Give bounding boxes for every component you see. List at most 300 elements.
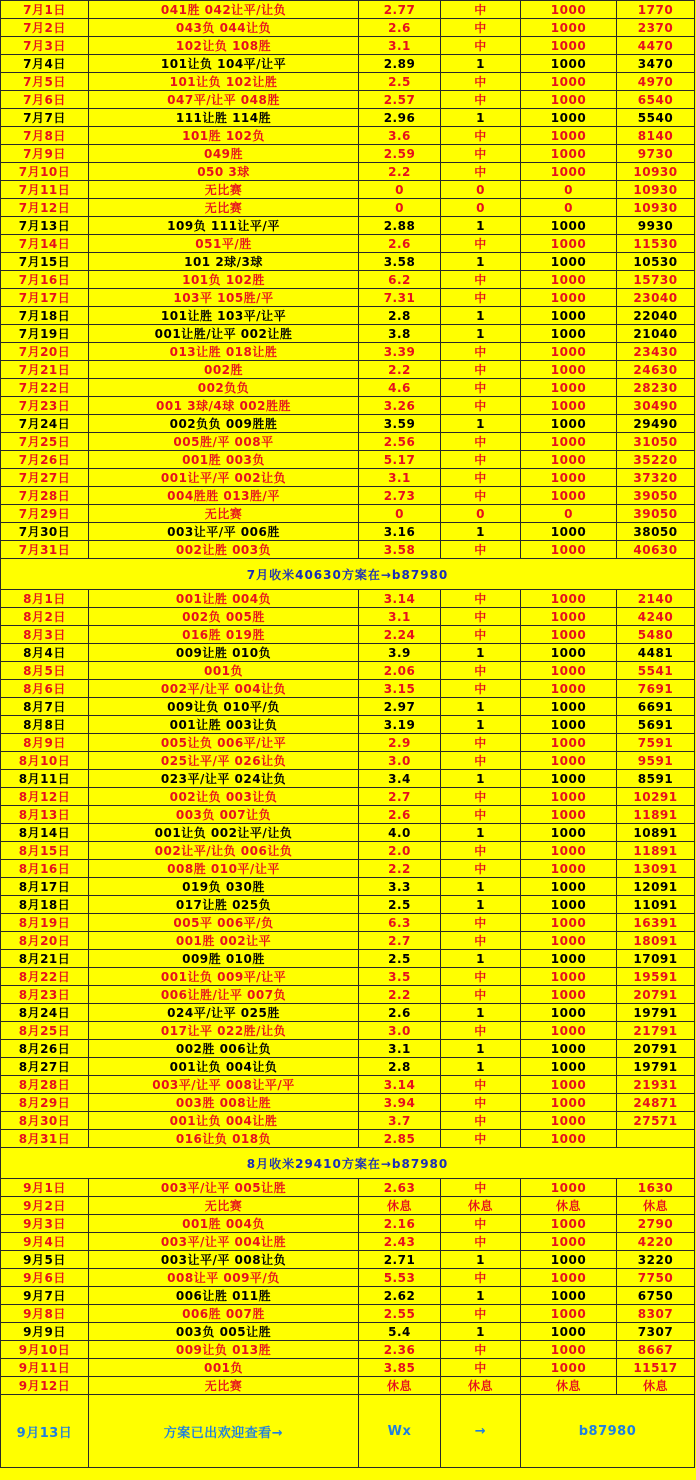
- date-cell: 7月19日: [1, 325, 89, 343]
- total-cell: 24630: [617, 361, 695, 379]
- date-cell: 8月24日: [1, 1004, 89, 1022]
- result-cell: 1: [441, 1287, 521, 1305]
- odds-cell: 2.63: [359, 1179, 441, 1197]
- date-cell: 9月2日: [1, 1197, 89, 1215]
- pick-cell: 005让负 006平/让平: [89, 734, 359, 752]
- pick-cell: 050 3球: [89, 163, 359, 181]
- date-cell: 7月14日: [1, 235, 89, 253]
- stake-cell: 1000: [521, 662, 617, 680]
- table-row: [1, 590, 695, 608]
- pick-cell: 025让平/平 026让负: [89, 752, 359, 770]
- stake-cell: 1000: [521, 379, 617, 397]
- pick-cell: 001让胜 004负: [89, 590, 359, 608]
- result-cell: 中: [441, 433, 521, 451]
- result-cell: 1: [441, 698, 521, 716]
- table-row: [1, 1058, 695, 1076]
- odds-cell: 5.4: [359, 1323, 441, 1341]
- odds-cell: 2.71: [359, 1251, 441, 1269]
- stake-cell: 1000: [521, 698, 617, 716]
- table-row: [1, 361, 695, 379]
- result-cell: 中: [441, 608, 521, 626]
- result-cell: 1: [441, 217, 521, 235]
- table-row: [1, 379, 695, 397]
- table-row: [1, 788, 695, 806]
- result-cell: 1: [441, 644, 521, 662]
- date-cell: 8月10日: [1, 752, 89, 770]
- odds-cell: 0: [359, 505, 441, 523]
- table-row: [1, 932, 695, 950]
- pick-cell: 001负: [89, 1359, 359, 1377]
- pick-cell: 无比赛: [89, 199, 359, 217]
- date-cell: 8月1日: [1, 590, 89, 608]
- pick-cell: 016胜 019胜: [89, 626, 359, 644]
- pick-cell: 009让胜 010负: [89, 644, 359, 662]
- pick-cell: 001让胜/让平 002让胜: [89, 325, 359, 343]
- odds-cell: 2.73: [359, 487, 441, 505]
- odds-cell: 2.7: [359, 788, 441, 806]
- stake-cell: 1000: [521, 127, 617, 145]
- total-cell: 4470: [617, 37, 695, 55]
- pick-cell: 001胜 004负: [89, 1215, 359, 1233]
- result-cell: 中: [441, 860, 521, 878]
- table-row: [1, 1305, 695, 1323]
- result-cell: 中: [441, 1269, 521, 1287]
- total-cell: 15730: [617, 271, 695, 289]
- pick-cell: 001让负 002让平/让负: [89, 824, 359, 842]
- stake-cell: 1000: [521, 968, 617, 986]
- date-cell: 7月22日: [1, 379, 89, 397]
- pick-cell: 001负: [89, 662, 359, 680]
- stake-cell: 1000: [521, 1287, 617, 1305]
- stake-cell: 1000: [521, 397, 617, 415]
- stake-cell: 1000: [521, 644, 617, 662]
- total-cell: 22040: [617, 307, 695, 325]
- total-cell: 6750: [617, 1287, 695, 1305]
- stake-cell: 1000: [521, 824, 617, 842]
- stake-cell: 1000: [521, 986, 617, 1004]
- stake-cell: 1000: [521, 788, 617, 806]
- result-cell: 中: [441, 590, 521, 608]
- date-cell: 7月3日: [1, 37, 89, 55]
- result-cell: 0: [441, 181, 521, 199]
- total-cell: 休息: [617, 1197, 695, 1215]
- table-row: [1, 608, 695, 626]
- result-cell: 1: [441, 1004, 521, 1022]
- table-row: [1, 860, 695, 878]
- table-row: [1, 968, 695, 986]
- table-row: [1, 289, 695, 307]
- odds-cell: 2.96: [359, 109, 441, 127]
- total-cell: 21791: [617, 1022, 695, 1040]
- stake-cell: 1000: [521, 1130, 617, 1148]
- result-cell: 1: [441, 1323, 521, 1341]
- result-cell: 1: [441, 716, 521, 734]
- stake-cell: 1000: [521, 325, 617, 343]
- odds-cell: 2.36: [359, 1341, 441, 1359]
- stake-cell: 1000: [521, 1215, 617, 1233]
- pick-cell: 001让负 009平/让平: [89, 968, 359, 986]
- total-cell: 4970: [617, 73, 695, 91]
- date-cell: 9月5日: [1, 1251, 89, 1269]
- result-cell: 中: [441, 662, 521, 680]
- result-cell: 中: [441, 541, 521, 559]
- pick-cell: 003负 005让胜: [89, 1323, 359, 1341]
- pick-cell: 006让胜 011胜: [89, 1287, 359, 1305]
- total-cell: 40630: [617, 541, 695, 559]
- pick-cell: 005胜/平 008平: [89, 433, 359, 451]
- result-cell: 1: [441, 325, 521, 343]
- table-row: [1, 662, 695, 680]
- odds-cell: 0: [359, 199, 441, 217]
- total-cell: 17091: [617, 950, 695, 968]
- result-cell: 中: [441, 968, 521, 986]
- result-cell: 中: [441, 914, 521, 932]
- pick-cell: 111让胜 114胜: [89, 109, 359, 127]
- odds-cell: 2.9: [359, 734, 441, 752]
- date-cell: 8月9日: [1, 734, 89, 752]
- total-cell: 1770: [617, 1, 695, 19]
- table-row: [1, 824, 695, 842]
- pick-cell: 006胜 007胜: [89, 1305, 359, 1323]
- odds-cell: 7.31: [359, 289, 441, 307]
- stake-cell: 1000: [521, 433, 617, 451]
- date-cell: 8月27日: [1, 1058, 89, 1076]
- total-cell: 11891: [617, 806, 695, 824]
- table-row: [1, 523, 695, 541]
- stake-cell: 0: [521, 181, 617, 199]
- result-cell: 中: [441, 37, 521, 55]
- odds-cell: 2.7: [359, 932, 441, 950]
- odds-cell: 2.88: [359, 217, 441, 235]
- total-cell: 2370: [617, 19, 695, 37]
- pick-cell: 102让负 108胜: [89, 37, 359, 55]
- odds-cell: 3.16: [359, 523, 441, 541]
- date-cell: 9月3日: [1, 1215, 89, 1233]
- stake-cell: 1000: [521, 842, 617, 860]
- table-row: [1, 1215, 695, 1233]
- odds-cell: 4.0: [359, 824, 441, 842]
- date-cell: 8月5日: [1, 662, 89, 680]
- date-cell: 7月24日: [1, 415, 89, 433]
- odds-cell: 6.3: [359, 914, 441, 932]
- stake-cell: 0: [521, 505, 617, 523]
- table-row: [1, 878, 695, 896]
- total-cell: 19591: [617, 968, 695, 986]
- odds-cell: 3.39: [359, 343, 441, 361]
- odds-cell: 3.4: [359, 770, 441, 788]
- date-cell: 7月26日: [1, 451, 89, 469]
- table-row: [1, 145, 695, 163]
- pick-cell: 无比赛: [89, 1377, 359, 1395]
- date-cell: 8月31日: [1, 1130, 89, 1148]
- table-row: [1, 1, 695, 19]
- result-cell: 休息: [441, 1377, 521, 1395]
- total-cell: 29490: [617, 415, 695, 433]
- result-cell: 中: [441, 235, 521, 253]
- pick-cell: 003胜 008让胜: [89, 1094, 359, 1112]
- pick-cell: 024平/让平 025胜: [89, 1004, 359, 1022]
- stake-cell: 1000: [521, 950, 617, 968]
- stake-cell: 1000: [521, 271, 617, 289]
- result-cell: 中: [441, 1112, 521, 1130]
- odds-cell: 2.2: [359, 986, 441, 1004]
- pick-cell: 无比赛: [89, 505, 359, 523]
- july-rows: [1, 1, 695, 559]
- date-cell: 8月3日: [1, 626, 89, 644]
- odds-cell: 3.26: [359, 397, 441, 415]
- date-cell: 8月22日: [1, 968, 89, 986]
- result-cell: 中: [441, 361, 521, 379]
- date-cell: 8月25日: [1, 1022, 89, 1040]
- footer-date: 9月13日: [1, 1395, 89, 1468]
- odds-cell: 3.58: [359, 541, 441, 559]
- pick-cell: 109负 111让平/平: [89, 217, 359, 235]
- odds-cell: 2.2: [359, 361, 441, 379]
- result-cell: 中: [441, 1179, 521, 1197]
- table-row: [1, 1341, 695, 1359]
- odds-cell: 3.0: [359, 1022, 441, 1040]
- result-cell: 中: [441, 986, 521, 1004]
- date-cell: 8月13日: [1, 806, 89, 824]
- table-row: [1, 469, 695, 487]
- table-row: [1, 73, 695, 91]
- stake-cell: 1000: [521, 734, 617, 752]
- result-cell: 中: [441, 343, 521, 361]
- stake-cell: 1000: [521, 55, 617, 73]
- date-cell: 7月15日: [1, 253, 89, 271]
- table-row: [1, 325, 695, 343]
- pick-cell: 041胜 042让平/让负: [89, 1, 359, 19]
- july-summary-section: [1, 559, 695, 590]
- pick-cell: 017让平 022胜/让负: [89, 1022, 359, 1040]
- total-cell: 23040: [617, 289, 695, 307]
- pick-cell: 049胜: [89, 145, 359, 163]
- stake-cell: 1000: [521, 626, 617, 644]
- result-cell: 中: [441, 626, 521, 644]
- pick-cell: 016让负 018负: [89, 1130, 359, 1148]
- total-cell: 37320: [617, 469, 695, 487]
- table-row: [1, 19, 695, 37]
- stake-cell: 1000: [521, 752, 617, 770]
- pick-cell: 002让平/让负 006让负: [89, 842, 359, 860]
- table-row: [1, 127, 695, 145]
- stake-cell: 1000: [521, 253, 617, 271]
- result-cell: 中: [441, 1, 521, 19]
- stake-cell: 1000: [521, 1269, 617, 1287]
- total-cell: 10291: [617, 788, 695, 806]
- table-row: [1, 1287, 695, 1305]
- odds-cell: 3.58: [359, 253, 441, 271]
- date-cell: 8月15日: [1, 842, 89, 860]
- total-cell: 10891: [617, 824, 695, 842]
- table-row: [1, 734, 695, 752]
- stake-cell: 1000: [521, 590, 617, 608]
- total-cell: 4481: [617, 644, 695, 662]
- stake-cell: 0: [521, 199, 617, 217]
- date-cell: 8月29日: [1, 1094, 89, 1112]
- footer-id: b87980: [521, 1395, 695, 1468]
- total-cell: 30490: [617, 397, 695, 415]
- odds-cell: 3.1: [359, 1040, 441, 1058]
- total-cell: 27571: [617, 1112, 695, 1130]
- date-cell: 7月31日: [1, 541, 89, 559]
- table-row: [1, 1323, 695, 1341]
- result-cell: 中: [441, 271, 521, 289]
- result-cell: 中: [441, 788, 521, 806]
- odds-cell: 3.59: [359, 415, 441, 433]
- odds-cell: 2.06: [359, 662, 441, 680]
- stake-cell: 1000: [521, 145, 617, 163]
- pick-cell: 043负 044让负: [89, 19, 359, 37]
- table-row: [1, 1094, 695, 1112]
- odds-cell: 6.2: [359, 271, 441, 289]
- date-cell: 9月6日: [1, 1269, 89, 1287]
- odds-cell: 2.24: [359, 626, 441, 644]
- odds-cell: 2.6: [359, 806, 441, 824]
- stake-cell: 1000: [521, 806, 617, 824]
- odds-cell: 3.1: [359, 608, 441, 626]
- total-cell: 10930: [617, 181, 695, 199]
- pick-cell: 101负 102胜: [89, 271, 359, 289]
- stake-cell: 休息: [521, 1197, 617, 1215]
- stake-cell: 1000: [521, 1040, 617, 1058]
- date-cell: 8月14日: [1, 824, 89, 842]
- pick-cell: 002让负 003让负: [89, 788, 359, 806]
- footer-arrow: →: [441, 1395, 521, 1468]
- odds-cell: 2.5: [359, 896, 441, 914]
- result-cell: 中: [441, 1233, 521, 1251]
- date-cell: 9月1日: [1, 1179, 89, 1197]
- pick-cell: 101 2球/3球: [89, 253, 359, 271]
- result-cell: 中: [441, 932, 521, 950]
- total-cell: 16391: [617, 914, 695, 932]
- date-cell: 7月23日: [1, 397, 89, 415]
- stake-cell: 1000: [521, 235, 617, 253]
- date-cell: 7月29日: [1, 505, 89, 523]
- odds-cell: 3.5: [359, 968, 441, 986]
- date-cell: 8月30日: [1, 1112, 89, 1130]
- pick-cell: 009胜 010胜: [89, 950, 359, 968]
- odds-cell: 休息: [359, 1377, 441, 1395]
- date-cell: 8月16日: [1, 860, 89, 878]
- table-row: [1, 91, 695, 109]
- stake-cell: 1000: [521, 541, 617, 559]
- date-cell: 8月6日: [1, 680, 89, 698]
- table-row: [1, 505, 695, 523]
- result-cell: 1: [441, 878, 521, 896]
- total-cell: 12091: [617, 878, 695, 896]
- odds-cell: 2.59: [359, 145, 441, 163]
- total-cell: 11517: [617, 1359, 695, 1377]
- odds-cell: 4.6: [359, 379, 441, 397]
- table-row: [1, 1179, 695, 1197]
- result-cell: 中: [441, 734, 521, 752]
- september-rows: [1, 1179, 695, 1395]
- total-cell: 4220: [617, 1233, 695, 1251]
- result-cell: 中: [441, 1341, 521, 1359]
- date-cell: 9月11日: [1, 1359, 89, 1377]
- result-cell: 中: [441, 163, 521, 181]
- total-cell: 1630: [617, 1179, 695, 1197]
- table-row: [1, 986, 695, 1004]
- pick-cell: 001 3球/4球 002胜胜: [89, 397, 359, 415]
- odds-cell: 2.6: [359, 1004, 441, 1022]
- table-row: [1, 716, 695, 734]
- total-cell: 24871: [617, 1094, 695, 1112]
- stake-cell: 1000: [521, 73, 617, 91]
- pick-cell: 001让负 004让负: [89, 1058, 359, 1076]
- date-cell: 8月17日: [1, 878, 89, 896]
- result-cell: 中: [441, 1022, 521, 1040]
- total-cell: 38050: [617, 523, 695, 541]
- odds-cell: 2.6: [359, 19, 441, 37]
- pick-cell: 006让胜/让平 007负: [89, 986, 359, 1004]
- stake-cell: 1000: [521, 1, 617, 19]
- stake-cell: 1000: [521, 217, 617, 235]
- total-cell: 20791: [617, 1040, 695, 1058]
- table-row: [1, 343, 695, 361]
- table-row: [1, 698, 695, 716]
- stake-cell: 1000: [521, 487, 617, 505]
- date-cell: 7月2日: [1, 19, 89, 37]
- total-cell: 7307: [617, 1323, 695, 1341]
- odds-cell: 2.2: [359, 163, 441, 181]
- table-row: [1, 217, 695, 235]
- total-cell: 18091: [617, 932, 695, 950]
- date-cell: 8月8日: [1, 716, 89, 734]
- pick-cell: 017让胜 025负: [89, 896, 359, 914]
- pick-cell: 003让平/平 008让负: [89, 1251, 359, 1269]
- odds-cell: 3.1: [359, 37, 441, 55]
- date-cell: 7月7日: [1, 109, 89, 127]
- odds-cell: 3.1: [359, 469, 441, 487]
- date-cell: 8月23日: [1, 986, 89, 1004]
- odds-cell: 2.56: [359, 433, 441, 451]
- pick-cell: 003负 007让负: [89, 806, 359, 824]
- table-row: [1, 680, 695, 698]
- table-row: [1, 770, 695, 788]
- odds-cell: 2.62: [359, 1287, 441, 1305]
- pick-cell: 004胜胜 013胜/平: [89, 487, 359, 505]
- date-cell: 9月7日: [1, 1287, 89, 1305]
- stake-cell: 1000: [521, 1094, 617, 1112]
- odds-cell: 3.94: [359, 1094, 441, 1112]
- pick-cell: 001让平/平 002让负: [89, 469, 359, 487]
- table-row: [1, 1040, 695, 1058]
- result-cell: 1: [441, 1251, 521, 1269]
- total-cell: 11091: [617, 896, 695, 914]
- date-cell: 8月26日: [1, 1040, 89, 1058]
- stake-cell: 1000: [521, 1058, 617, 1076]
- pick-cell: 001胜 002让平: [89, 932, 359, 950]
- odds-cell: 3.19: [359, 716, 441, 734]
- table-row: [1, 397, 695, 415]
- odds-cell: 2.8: [359, 1058, 441, 1076]
- table-row: [1, 37, 695, 55]
- date-cell: 8月11日: [1, 770, 89, 788]
- total-cell: 39050: [617, 505, 695, 523]
- total-cell: 9591: [617, 752, 695, 770]
- result-cell: 0: [441, 199, 521, 217]
- stake-cell: 1000: [521, 1004, 617, 1022]
- pick-cell: 001胜 003负: [89, 451, 359, 469]
- stake-cell: 1000: [521, 163, 617, 181]
- total-cell: 13091: [617, 860, 695, 878]
- result-cell: 1: [441, 523, 521, 541]
- total-cell: 6691: [617, 698, 695, 716]
- result-cell: 中: [441, 1130, 521, 1148]
- total-cell: 10930: [617, 199, 695, 217]
